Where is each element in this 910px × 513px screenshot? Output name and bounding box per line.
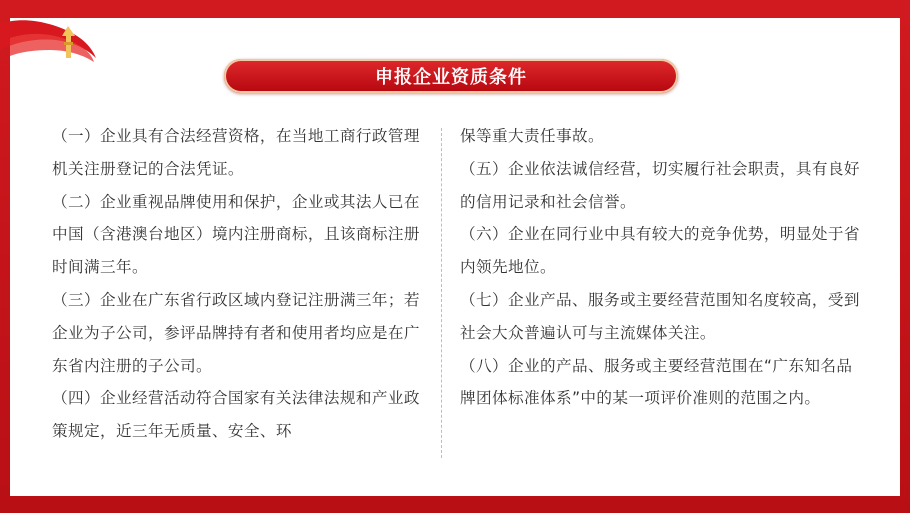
condition-item-3: （三）企业在广东省行政区域内登记注册满三年；若企业为子公司，参评品牌持有者和使用者均应是在广东省内注册的子公司。 (52, 290, 420, 375)
condition-item-1: （一）企业具有合法经营资格，在当地工商行政管理机关注册登记的合法凭证。 (52, 127, 420, 178)
condition-item-6: （六）企业在同行业中具有较大的竞争优势，明显处于省内领先地位。 (460, 225, 860, 277)
condition-item-8: （八）企业的产品、服务或主要经营范围在“广东知名品牌团体标准体系”中的某一项评价准则的范围之内。 (460, 356, 853, 408)
section-title-banner (224, 59, 678, 93)
column-divider (441, 128, 442, 458)
condition-item-2: （二）企业重视品牌使用和保护，企业或其法人已在中国（含港澳台地区）境内注册商标，且该商标注册时间满三年。 (52, 192, 420, 277)
condition-item-5: （五）企业依法诚信经营，切实履行社会职责，具有良好的信用记录和社会信誉。 (460, 159, 860, 211)
condition-item-4: （四）企业经营活动符合国家有关法律法规和产业政策规定，近三年无质量、安全、环 (52, 389, 420, 441)
condition-item-7: （七）企业产品、服务或主要经营范围知名度较高，受到社会大众普遍认可与主流媒体关注。 (460, 290, 860, 342)
left-text-column (52, 120, 422, 448)
condition-item-4-continued: 保等重大责任事故。 (460, 127, 604, 145)
section-title: 申报企业资质条件 (375, 67, 527, 88)
red-ribbon-decoration-icon (0, 18, 110, 78)
right-text-column (460, 120, 865, 415)
